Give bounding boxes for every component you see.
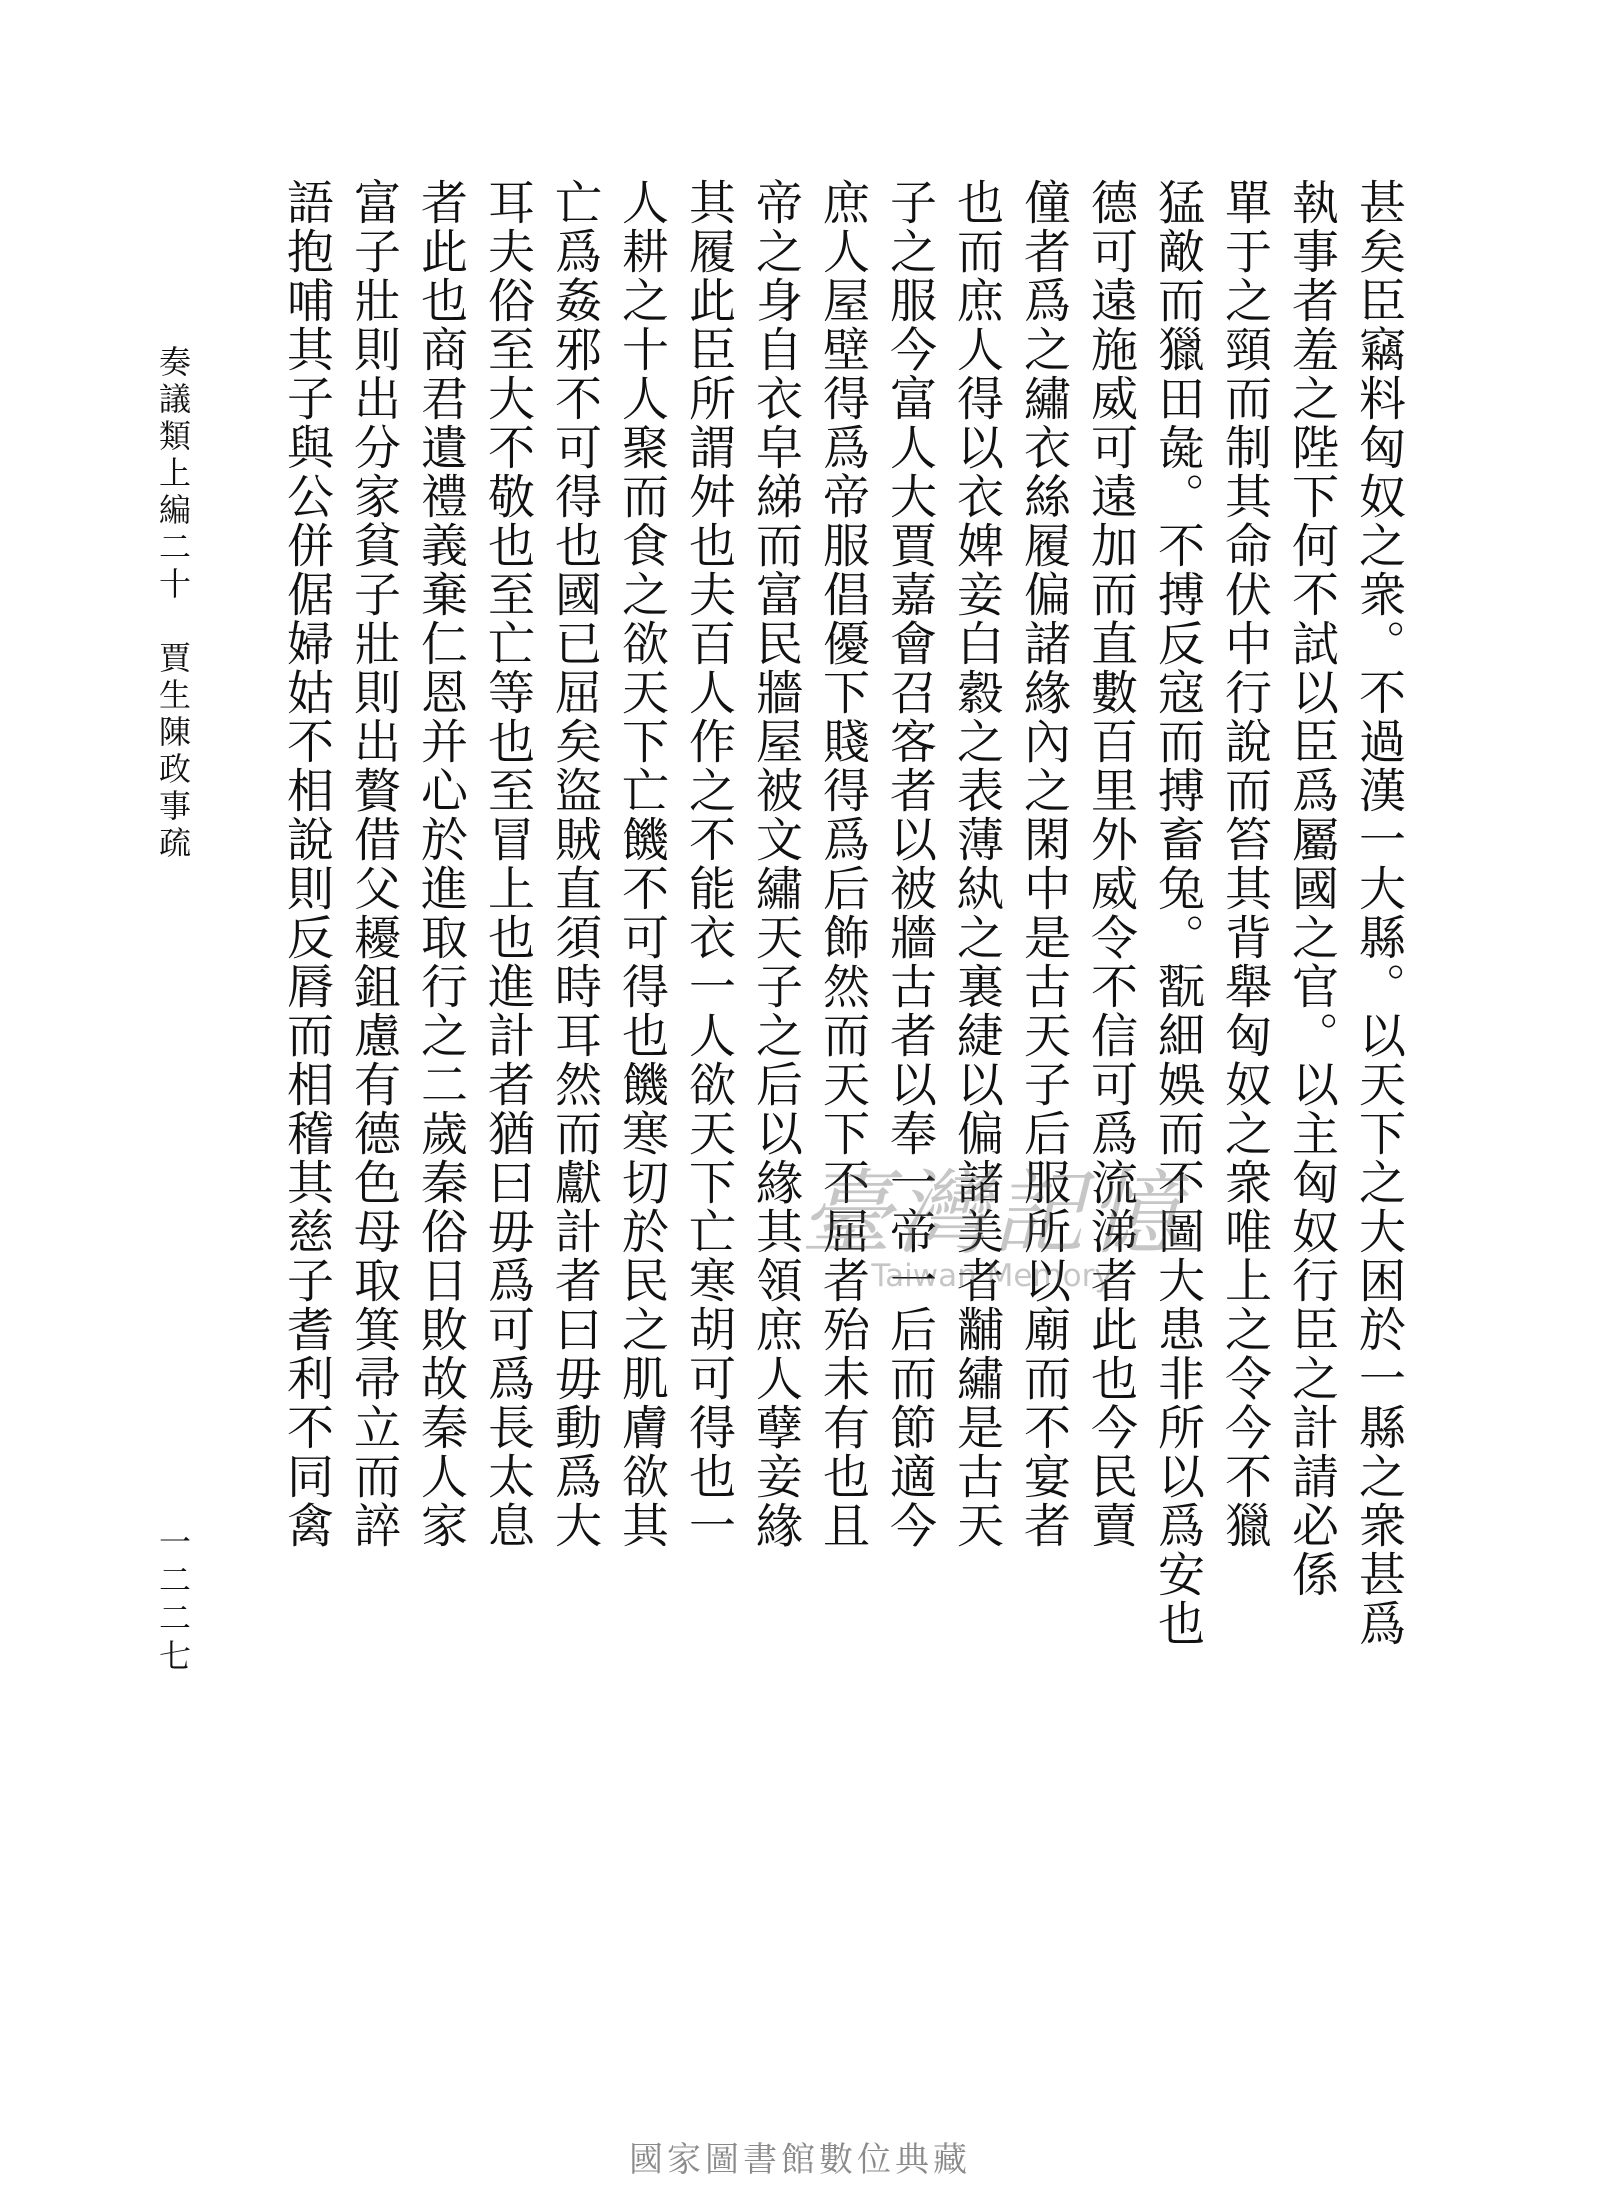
text-column-3: 單于之頸而制其命伏中行說而笞其背舉匈奴之衆唯上之令今不獵	[1217, 178, 1272, 1550]
text-column-13: 亡爲姦邪不可得也國已屈矣盜賊直須時耳然而獻計者曰毋動爲大	[547, 178, 602, 1550]
text-column-16: 富子壯則出分家貧子壯則出贅借父耰鉏慮有德色母取箕帚立而誶	[346, 178, 401, 1550]
text-column-12: 人耕之十人聚而食之欲天下亡饑不可得也饑寒切於民之肌膚欲其	[614, 178, 669, 1550]
text-column-10: 帝之身自衣皁綈而富民牆屋被文繡天子之后以緣其領庶人孽妾緣	[748, 178, 803, 1550]
text-column-14: 耳夫俗至大不敬也至亡等也至冒上也進計者猶曰毋爲可爲長太息	[480, 178, 535, 1550]
text-column-11: 其履此臣所謂舛也夫百人作之不能衣一人欲天下亡寒胡可得也一	[681, 178, 736, 1550]
text-column-9: 庶人屋壁得爲帝服倡優下賤得爲后飾然而天下不屈者殆未有也且	[815, 178, 870, 1550]
text-column-15: 者此也商君遺禮義棄仁恩并心於進取行之二歲秦俗日敗故秦人家	[413, 178, 468, 1550]
text-column-5: 德可遠施威可遠加而直數百里外威令不信可爲流涕者此也今民賣	[1083, 178, 1138, 1550]
watermark-english: Taiwan Memory	[871, 1258, 1113, 1294]
watermark-chinese: 臺灣記憶	[800, 1160, 1185, 1267]
text-column-2: 執事者羞之陛下何不試以臣爲屬國之官。以主匈奴行臣之計請必係	[1284, 178, 1339, 1599]
text-column-7: 也而庶人得以衣婢妾白縠之表薄紈之裏緁以偏諸美者黼繡是古天	[949, 178, 1004, 1550]
text-column-6: 僮者爲之繡衣絲履偏諸緣內之閑中是古天子后服所以廟而不宴者	[1016, 178, 1071, 1550]
text-column-4: 猛敵而獵田彘。不搏反寇而搏畜兔。翫細娛而不圖大患非所以爲安也	[1150, 178, 1205, 1648]
footer-credit: 國家圖書館數位典藏	[629, 2140, 971, 2180]
page-number: 一二二七	[154, 1525, 192, 1677]
running-head: 奏議類上編二十 賈生陳政事疏	[154, 345, 192, 863]
main-text-columns	[162, 178, 1412, 2078]
watermark-logo	[800, 1140, 1184, 1294]
text-column-8: 子之服今富人大賈嘉會召客者以被牆古者以奉一帝一后而節適今	[882, 178, 937, 1550]
text-column-1: 甚矣臣竊料匈奴之衆。不過漢一大縣。以天下之大困於一縣之衆甚爲	[1351, 178, 1406, 1648]
text-column-17: 語抱哺其子與公併倨婦姑不相說則反脣而相稽其慈子耆利不同禽	[279, 178, 334, 1550]
